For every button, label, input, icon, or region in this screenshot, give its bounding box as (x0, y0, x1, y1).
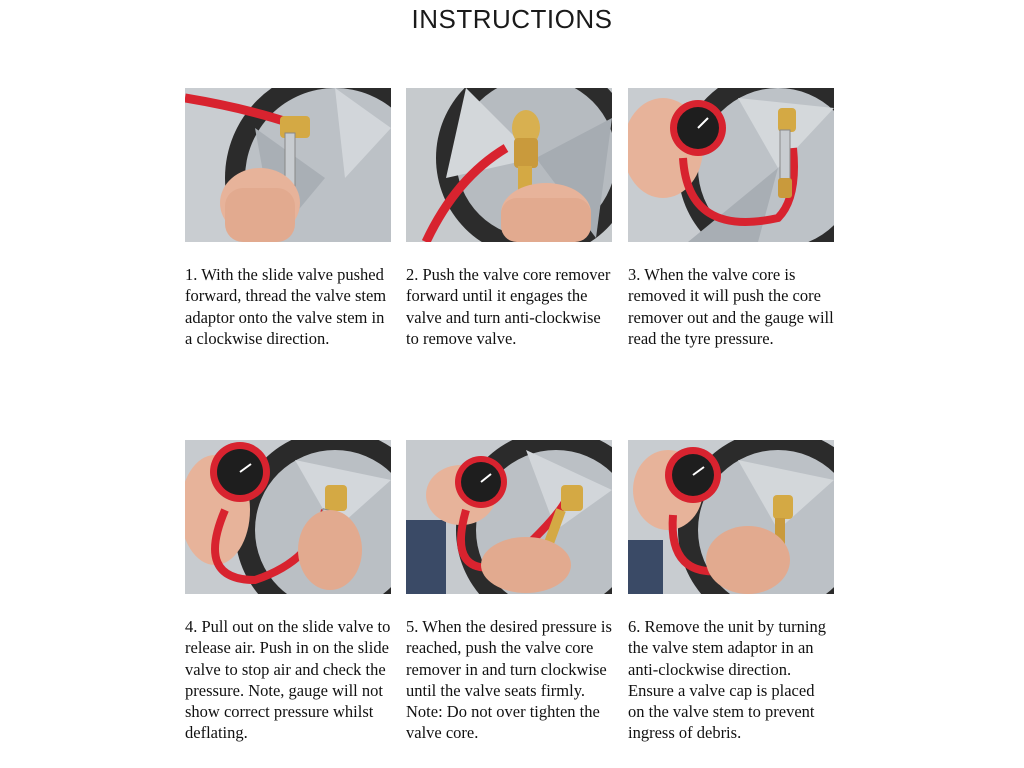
step-1-caption: 1. With the slide valve pushed forward, thread the valve stem adaptor onto the valve stem in a clockwise direction. (185, 265, 387, 348)
step-3-caption: 3. When the valve core is removed it will push the core remover out and the gauge will read the tyre pressure. (628, 265, 834, 348)
step-6-photo (628, 440, 834, 594)
step-5 (406, 440, 612, 744)
step-3 (628, 88, 834, 349)
page-title: INSTRUCTIONS (411, 4, 613, 34)
step-4-photo (185, 440, 391, 594)
step-4 (185, 440, 391, 744)
step-3-photo (628, 88, 834, 242)
step-5-photo (406, 440, 612, 594)
step-6-caption: 6. Remove the unit by turning the valve stem adaptor in an anti-clockwise direction. Ensure a valve cap is placed on the valve stem to prevent ingress of debris. (628, 617, 826, 743)
step-1-photo (185, 88, 391, 242)
step-5-caption: 5. When the desired pressure is reached, push the valve core remover in and turn clockwise until the valve seats firmly. Note: Do not over tighten the valve core. (406, 617, 612, 743)
step-2 (406, 88, 612, 349)
step-1 (185, 88, 391, 349)
step-6 (628, 440, 834, 744)
step-4-caption: 4. Pull out on the slide valve to release air. Push in on the slide valve to stop air and check the pressure. Note, gauge will not show correct pressure whilst deflating. (185, 617, 391, 743)
step-2-photo (406, 88, 612, 242)
step-2-caption: 2. Push the valve core remover forward until it engages the valve and turn anti-clockwise to remove valve. (406, 265, 611, 348)
